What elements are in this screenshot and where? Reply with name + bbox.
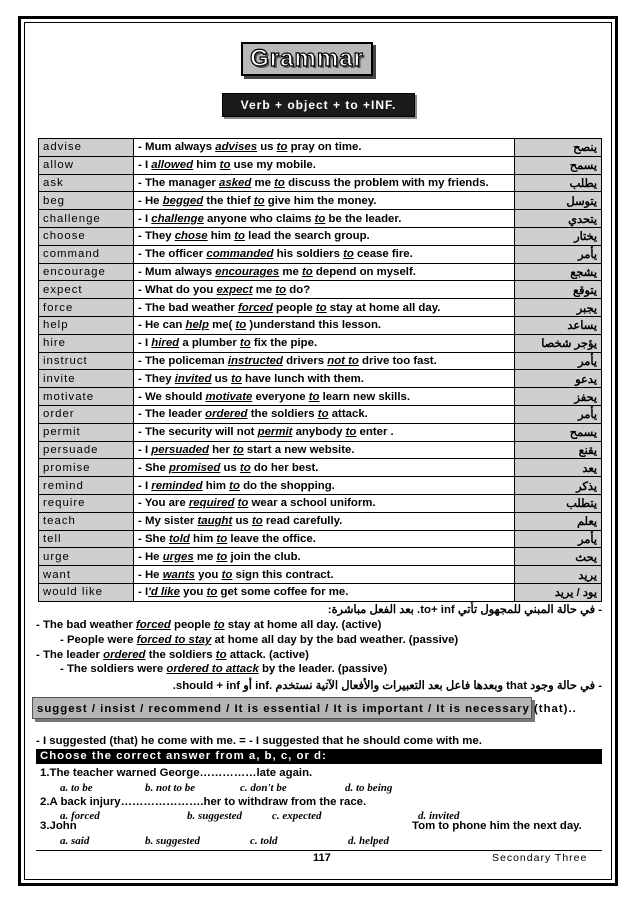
example-cell: - I challenge anyone who claims to be the leader. <box>134 210 515 228</box>
arabic-meaning-cell: يتوسل <box>515 192 602 210</box>
example-cell: - The manager asked me to discuss the problem with my friends. <box>134 174 515 192</box>
example-cell: - I'd like you to get some coffee for me. <box>134 583 515 601</box>
verb-row <box>39 263 602 281</box>
arabic-meaning-cell: يتحدي <box>515 210 602 228</box>
q1-option-b: b. not to be <box>145 782 196 794</box>
q2-option-a: a. forced <box>60 810 100 822</box>
example-cell: - Mum always encourages me to depend on myself. <box>134 263 515 281</box>
verb-row <box>39 281 602 299</box>
verb-row <box>39 441 602 459</box>
arabic-meaning-cell: يدعو <box>515 370 602 388</box>
q3-option-b: b. suggested <box>145 835 200 847</box>
arabic-meaning-cell: يريد <box>515 566 602 584</box>
arabic-meaning-cell: يذكر <box>515 477 602 495</box>
verb-cell: remind <box>39 477 134 495</box>
example-1-active: - The bad weather forced people to stay at home all day. (active) <box>36 619 382 631</box>
verb-cell: invite <box>39 370 134 388</box>
verb-row <box>39 316 602 334</box>
arabic-meaning-cell: يؤجر شخصا <box>515 334 602 352</box>
verb-row <box>39 405 602 423</box>
verb-row <box>39 512 602 530</box>
verb-cell: advise <box>39 139 134 157</box>
verb-cell: force <box>39 299 134 317</box>
example-cell: - I reminded him to do the shopping. <box>134 477 515 495</box>
verb-cell: tell <box>39 530 134 548</box>
suggest-example: - I suggested (that) he come with me. = - I suggested that he should come with me. <box>36 735 482 747</box>
verb-cell: promise <box>39 459 134 477</box>
verb-cell: permit <box>39 423 134 441</box>
arabic-meaning-cell: يختار <box>515 227 602 245</box>
arabic-meaning-cell: يسمح <box>515 423 602 441</box>
example-cell: - The security will not permit anybody to enter . <box>134 423 515 441</box>
verb-cell: hire <box>39 334 134 352</box>
verb-table <box>38 138 602 602</box>
q1-option-a: a. to be <box>60 782 93 794</box>
page-number: 117 <box>313 852 331 864</box>
verb-row <box>39 299 602 317</box>
verb-cell: teach <box>39 512 134 530</box>
example-cell: - He wants you to sign this contract. <box>134 566 515 584</box>
grammar-title-banner <box>241 42 373 76</box>
q3-option-c: c. told <box>250 835 278 847</box>
example-cell: - He begged the thief to give him the money. <box>134 192 515 210</box>
verb-cell: instruct <box>39 352 134 370</box>
arabic-meaning-cell: يأمر <box>515 405 602 423</box>
arabic-meaning-cell: يطلب <box>515 174 602 192</box>
arabic-meaning-cell: يتوقع <box>515 281 602 299</box>
example-cell: - They invited us to have lunch with them. <box>134 370 515 388</box>
verb-cell: order <box>39 405 134 423</box>
q3-option-d: d. helped <box>348 835 389 847</box>
q1-option-c: c. don't be <box>240 782 287 794</box>
arabic-meaning-cell: يحث <box>515 548 602 566</box>
verb-cell: challenge <box>39 210 134 228</box>
that-note: - في حالة وجود that وبعدها فاعل بعد التعبيرات والأفعال الآتية نستخدم .inf أو should + inf. <box>172 680 602 692</box>
suggest-verbs-box: suggest / insist / recommend / It is essential / It is important / It is necessary (that).. <box>32 697 532 719</box>
example-cell: - The policeman instructed drivers not to drive too fast. <box>134 352 515 370</box>
example-cell: - You are required to wear a school uniform. <box>134 494 515 512</box>
verb-cell: allow <box>39 156 134 174</box>
example-cell: - She told him to leave the office. <box>134 530 515 548</box>
verb-cell: require <box>39 494 134 512</box>
verb-row <box>39 210 602 228</box>
arabic-meaning-cell: يسمح <box>515 156 602 174</box>
arabic-meaning-cell: يود / يريد <box>515 583 602 601</box>
verb-cell: motivate <box>39 388 134 406</box>
verb-cell: want <box>39 566 134 584</box>
exercise-header: Choose the correct answer from a, b, c, or d: <box>36 749 602 764</box>
verb-row <box>39 156 602 174</box>
verb-cell: would like <box>39 583 134 601</box>
example-2-passive: - The soldiers were ordered to attack by the leader. (passive) <box>60 663 388 675</box>
verb-row <box>39 227 602 245</box>
verb-row <box>39 370 602 388</box>
verb-cell: urge <box>39 548 134 566</box>
verb-row <box>39 477 602 495</box>
example-cell: - Mum always advises us to pray on time. <box>134 139 515 157</box>
q3-option-a: a. said <box>60 835 90 847</box>
formula-banner: Verb + object + to +INF. <box>222 93 415 117</box>
question-2: 2.A back injury………………….her to withdraw from the race. <box>40 796 367 808</box>
verb-cell: expect <box>39 281 134 299</box>
example-cell: - They chose him to lead the search group. <box>134 227 515 245</box>
question-1: 1.The teacher warned George……………late again. <box>40 767 313 779</box>
q2-option-b: b. suggested <box>187 810 242 822</box>
example-cell: - The bad weather forced people to stay at home all day. <box>134 299 515 317</box>
example-cell: - She promised us to do her best. <box>134 459 515 477</box>
arabic-meaning-cell: يعد <box>515 459 602 477</box>
example-cell: - The officer commanded his soldiers to cease fire. <box>134 245 515 263</box>
arabic-meaning-cell: يأمر <box>515 352 602 370</box>
arabic-meaning-cell: يعلم <box>515 512 602 530</box>
arabic-meaning-cell: يقنع <box>515 441 602 459</box>
verb-row <box>39 530 602 548</box>
example-cell: - I persuaded her to start a new website. <box>134 441 515 459</box>
verb-cell: command <box>39 245 134 263</box>
passive-note: - في حالة المبني للمجهول تأتي to+ inf. بعد الفعل مباشرة: <box>327 604 602 616</box>
verb-row <box>39 192 602 210</box>
arabic-meaning-cell: يجبر <box>515 299 602 317</box>
verb-cell: persuade <box>39 441 134 459</box>
verb-cell: encourage <box>39 263 134 281</box>
footer-level: Secondary Three <box>492 852 588 864</box>
verb-row <box>39 459 602 477</box>
q1-option-d: d. to being <box>345 782 393 794</box>
example-1-passive: - People were forced to stay at home all day by the bad weather. (passive) <box>60 634 459 646</box>
verb-row <box>39 494 602 512</box>
arabic-meaning-cell: يأمر <box>515 245 602 263</box>
verb-row <box>39 174 602 192</box>
verb-row <box>39 245 602 263</box>
arabic-meaning-cell: يساعد <box>515 316 602 334</box>
verb-cell: choose <box>39 227 134 245</box>
example-cell: - My sister taught us to read carefully. <box>134 512 515 530</box>
verb-row <box>39 423 602 441</box>
verb-row <box>39 548 602 566</box>
verb-cell: ask <box>39 174 134 192</box>
arabic-meaning-cell: يشجع <box>515 263 602 281</box>
verb-row <box>39 388 602 406</box>
example-cell: - I hired a plumber to fix the pipe. <box>134 334 515 352</box>
arabic-meaning-cell: ينصح <box>515 139 602 157</box>
example-cell: - He can help me( to )understand this lesson. <box>134 316 515 334</box>
example-cell: - The leader ordered the soldiers to attack. <box>134 405 515 423</box>
page-title: Grammar <box>250 45 364 72</box>
verb-row <box>39 139 602 157</box>
example-cell: - I allowed him to use my mobile. <box>134 156 515 174</box>
verb-cell: help <box>39 316 134 334</box>
arabic-meaning-cell: يحفز <box>515 388 602 406</box>
verb-row <box>39 566 602 584</box>
question-3-end: Tom to phone him the next day. <box>412 820 582 832</box>
verb-row <box>39 352 602 370</box>
verb-row <box>39 583 602 601</box>
example-2-active: - The leader ordered the soldiers to attack. (active) <box>36 649 309 661</box>
example-cell: - What do you expect me to do? <box>134 281 515 299</box>
question-3: 3.John <box>40 820 77 832</box>
arabic-meaning-cell: يتطلب <box>515 494 602 512</box>
verb-row <box>39 334 602 352</box>
example-cell: - He urges me to join the club. <box>134 548 515 566</box>
q2-option-d: d. invited <box>418 810 460 822</box>
example-cell: - We should motivate everyone to learn new skills. <box>134 388 515 406</box>
footer-divider <box>36 850 602 851</box>
q2-option-c: c. expected <box>272 810 322 822</box>
arabic-meaning-cell: يأمر <box>515 530 602 548</box>
verb-cell: beg <box>39 192 134 210</box>
